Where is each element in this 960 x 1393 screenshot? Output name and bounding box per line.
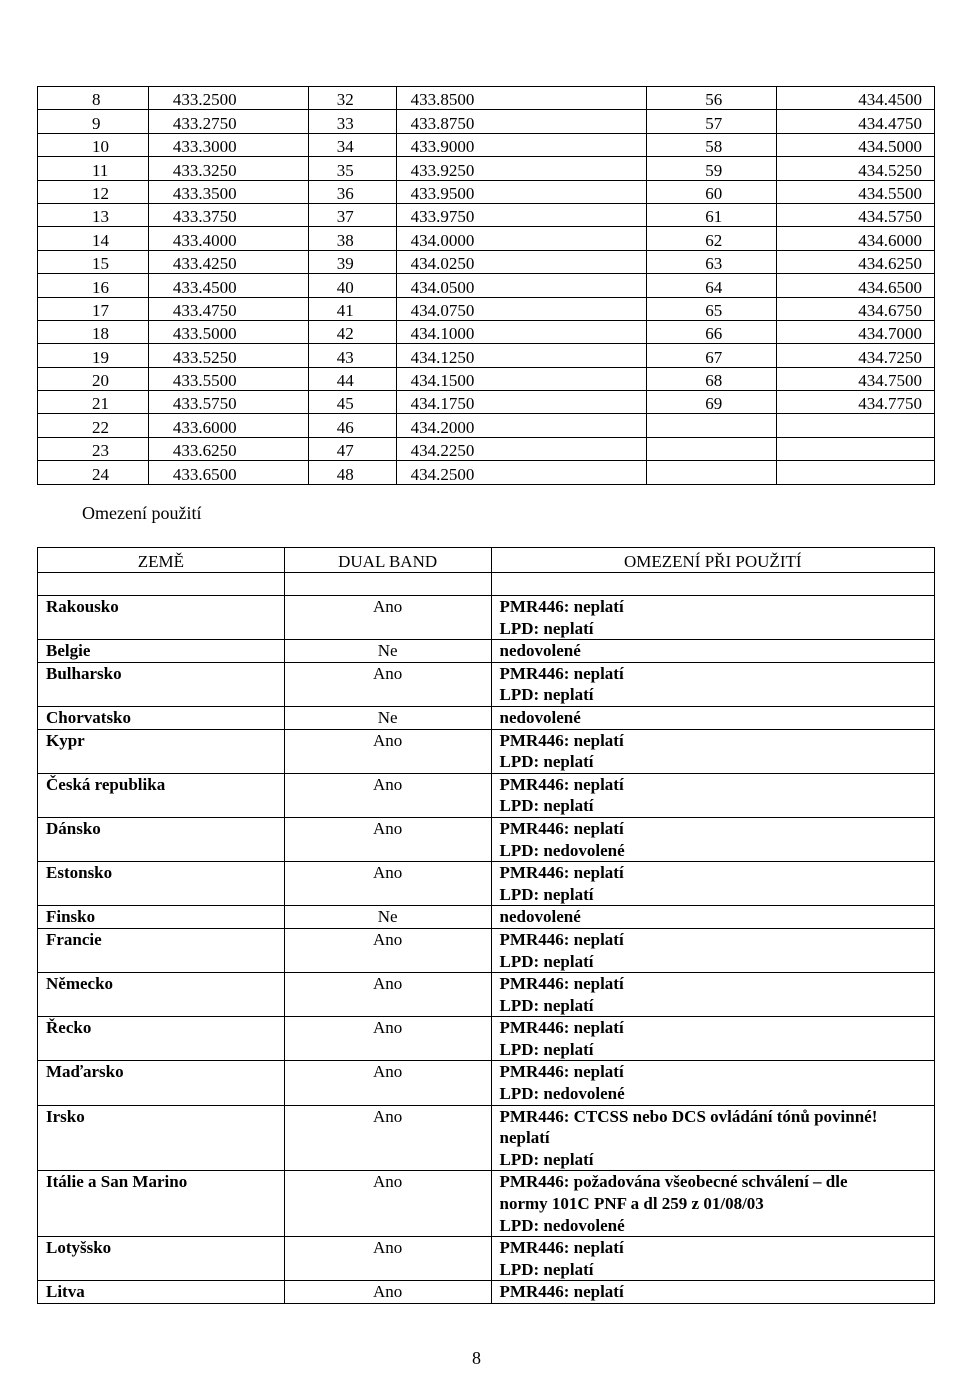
frequency-cell: 434.6500	[777, 274, 935, 297]
restriction-line: LPD: neplatí	[499, 618, 594, 638]
frequency-cell: 434.6000	[777, 227, 935, 250]
frequency-cell	[777, 461, 935, 484]
frequency-row	[38, 227, 935, 250]
country-cell: Maďarsko	[38, 1061, 285, 1105]
restriction-cell	[491, 706, 934, 729]
frequency-table-body	[38, 87, 935, 485]
country-cell: Bulharsko	[38, 662, 285, 706]
channel-cell: 38	[308, 227, 396, 250]
country-cell: Finsko	[38, 906, 285, 929]
dual-band-cell: Ano	[284, 1061, 491, 1105]
dual-band-cell: Ne	[284, 906, 491, 929]
channel-cell	[647, 461, 777, 484]
frequency-cell: 434.1000	[396, 320, 647, 343]
channel-cell: 63	[647, 250, 777, 273]
country-cell: Belgie	[38, 640, 285, 663]
frequency-cell: 433.6000	[148, 414, 308, 437]
frequency-cell: 433.9750	[396, 203, 647, 226]
frequency-cell: 434.0750	[396, 297, 647, 320]
restriction-cell	[491, 906, 934, 929]
country-cell: Estonsko	[38, 862, 285, 906]
frequency-cell: 434.4750	[777, 110, 935, 133]
restriction-line: PMR446: neplatí	[499, 1018, 624, 1038]
restriction-line: PMR446: CTCSS nebo DCS ovládání tónů povinné!	[499, 1106, 878, 1126]
frequency-cell: 433.4000	[148, 227, 308, 250]
country-cell: Německo	[38, 973, 285, 1017]
channel-cell: 23	[38, 437, 149, 460]
channel-cell: 16	[38, 274, 149, 297]
dual-band-cell: Ano	[284, 773, 491, 817]
channel-cell: 10	[38, 133, 149, 156]
dual-band-cell: Ano	[284, 973, 491, 1017]
frequency-cell: 434.7250	[777, 344, 935, 367]
restriction-cell	[491, 1105, 934, 1171]
frequency-cell: 434.7750	[777, 391, 935, 414]
country-cell: Litva	[38, 1281, 285, 1304]
channel-cell: 68	[647, 367, 777, 390]
frequency-cell: 433.8750	[396, 110, 647, 133]
frequency-cell: 434.2500	[396, 461, 647, 484]
restriction-row	[38, 729, 935, 773]
frequency-cell: 434.0250	[396, 250, 647, 273]
restriction-line: LPD: nedovolené	[499, 840, 625, 860]
frequency-cell: 434.7500	[777, 367, 935, 390]
spacer-cell	[38, 573, 285, 596]
frequency-cell: 434.6750	[777, 297, 935, 320]
restriction-line: normy 101C PNF a dl 259 z 01/08/03	[499, 1194, 764, 1214]
restriction-cell	[491, 862, 934, 906]
frequency-row	[38, 157, 935, 180]
frequency-row	[38, 133, 935, 156]
frequency-row	[38, 110, 935, 133]
restriction-cell	[491, 928, 934, 972]
restriction-line: PMR446: neplatí	[499, 818, 624, 838]
restrictions-table	[37, 547, 935, 1304]
channel-cell	[647, 437, 777, 460]
country-cell: Rakousko	[38, 596, 285, 640]
channel-cell: 34	[308, 133, 396, 156]
frequency-cell: 434.2250	[396, 437, 647, 460]
country-cell: Řecko	[38, 1017, 285, 1061]
channel-cell: 43	[308, 344, 396, 367]
frequency-cell: 433.3500	[148, 180, 308, 203]
frequency-row	[38, 250, 935, 273]
restriction-line: PMR446: neplatí	[499, 597, 624, 616]
frequency-row	[38, 320, 935, 343]
country-cell: Irsko	[38, 1105, 285, 1171]
channel-cell: 41	[308, 297, 396, 320]
channel-cell: 32	[308, 87, 396, 110]
frequency-row	[38, 297, 935, 320]
restriction-line: PMR446: neplatí	[499, 863, 624, 883]
frequency-row	[38, 391, 935, 414]
restriction-row	[38, 1105, 935, 1171]
channel-cell: 37	[308, 203, 396, 226]
channel-cell: 56	[647, 87, 777, 110]
restriction-row	[38, 862, 935, 906]
section-heading: Omezení použití	[82, 503, 202, 523]
dual-band-cell: Ano	[284, 928, 491, 972]
restriction-cell	[491, 973, 934, 1017]
channel-cell: 44	[308, 367, 396, 390]
dual-band-cell: Ano	[284, 1105, 491, 1171]
frequency-cell: 433.3000	[148, 133, 308, 156]
frequency-cell: 434.1750	[396, 391, 647, 414]
restriction-line: LPD: neplatí	[499, 752, 594, 772]
frequency-cell: 433.2500	[148, 87, 308, 110]
dual-band-cell: Ano	[284, 817, 491, 861]
restriction-row	[38, 662, 935, 706]
channel-cell: 60	[647, 180, 777, 203]
channel-cell: 20	[38, 367, 149, 390]
restriction-line: LPD: neplatí	[499, 951, 594, 971]
frequency-cell: 433.5750	[148, 391, 308, 414]
restriction-line: PMR446: neplatí	[499, 774, 624, 794]
restriction-line: PMR446: neplatí	[499, 1238, 624, 1258]
restriction-row	[38, 596, 935, 640]
channel-cell: 69	[647, 391, 777, 414]
frequency-cell: 433.4250	[148, 250, 308, 273]
restriction-row	[38, 906, 935, 929]
dual-band-cell: Ano	[284, 1237, 491, 1281]
country-cell: Dánsko	[38, 817, 285, 861]
channel-cell: 61	[647, 203, 777, 226]
dual-band-cell: Ano	[284, 596, 491, 640]
channel-cell: 12	[38, 180, 149, 203]
channel-cell: 40	[308, 274, 396, 297]
channel-cell: 19	[38, 344, 149, 367]
restriction-cell	[491, 640, 934, 663]
restrictions-header-row	[38, 548, 935, 573]
frequency-cell: 433.9500	[396, 180, 647, 203]
spacer-cell	[284, 573, 491, 596]
frequency-row	[38, 414, 935, 437]
country-cell: Lotyšsko	[38, 1237, 285, 1281]
restriction-line: nedovolené	[499, 707, 581, 727]
frequency-cell: 434.5500	[777, 180, 935, 203]
restriction-row	[38, 1281, 935, 1304]
page-number: 8	[472, 1348, 481, 1368]
frequency-cell: 434.5250	[777, 157, 935, 180]
restriction-row	[38, 773, 935, 817]
channel-cell: 22	[38, 414, 149, 437]
restriction-cell	[491, 662, 934, 706]
restriction-cell	[491, 1281, 934, 1304]
frequency-cell: 433.4750	[148, 297, 308, 320]
restriction-cell	[491, 1017, 934, 1061]
restrictions-table-body	[38, 596, 935, 1304]
frequency-cell: 433.9250	[396, 157, 647, 180]
header-restrictions: OMEZENÍ PŘI POUŽITÍ	[491, 548, 934, 573]
channel-cell: 21	[38, 391, 149, 414]
spacer-cell	[491, 573, 934, 596]
channel-cell: 45	[308, 391, 396, 414]
frequency-cell: 433.5500	[148, 367, 308, 390]
frequency-cell: 433.3250	[148, 157, 308, 180]
restriction-cell	[491, 773, 934, 817]
restriction-line: LPD: neplatí	[499, 1039, 594, 1059]
dual-band-cell: Ano	[284, 1171, 491, 1237]
restriction-line: PMR446: neplatí	[499, 1282, 624, 1302]
country-cell: Kypr	[38, 729, 285, 773]
frequency-cell: 434.1250	[396, 344, 647, 367]
channel-cell: 13	[38, 203, 149, 226]
channel-cell: 46	[308, 414, 396, 437]
restriction-line: LPD: neplatí	[499, 685, 594, 705]
channel-cell: 33	[308, 110, 396, 133]
frequency-cell: 433.9000	[396, 133, 647, 156]
channel-cell: 11	[38, 157, 149, 180]
channel-cell: 57	[647, 110, 777, 133]
restriction-line: LPD: neplatí	[499, 995, 594, 1015]
channel-cell: 64	[647, 274, 777, 297]
restriction-line: PMR446: neplatí	[499, 730, 624, 750]
channel-cell: 17	[38, 297, 149, 320]
channel-cell: 24	[38, 461, 149, 484]
channel-cell: 62	[647, 227, 777, 250]
frequency-cell: 433.5000	[148, 320, 308, 343]
channel-cell: 65	[647, 297, 777, 320]
restriction-cell	[491, 1061, 934, 1105]
channel-cell: 48	[308, 461, 396, 484]
dual-band-cell: Ne	[284, 640, 491, 663]
restriction-line: PMR446: neplatí	[499, 929, 624, 949]
channel-cell: 39	[308, 250, 396, 273]
frequency-cell: 434.0000	[396, 227, 647, 250]
frequency-row	[38, 437, 935, 460]
restriction-row	[38, 973, 935, 1017]
channel-cell: 59	[647, 157, 777, 180]
restriction-line: nedovolené	[499, 907, 581, 927]
restriction-cell	[491, 596, 934, 640]
frequency-cell: 433.5250	[148, 344, 308, 367]
dual-band-cell: Ne	[284, 706, 491, 729]
dual-band-cell: Ano	[284, 862, 491, 906]
country-cell: Chorvatsko	[38, 706, 285, 729]
frequency-cell: 433.6500	[148, 461, 308, 484]
header-country: ZEMĚ	[38, 548, 285, 573]
restriction-line: LPD: nedovolené	[499, 1215, 625, 1235]
channel-cell: 36	[308, 180, 396, 203]
restriction-row	[38, 706, 935, 729]
country-cell: Itálie a San Marino	[38, 1171, 285, 1237]
frequency-cell: 434.4500	[777, 87, 935, 110]
channel-cell: 66	[647, 320, 777, 343]
channel-cell	[647, 414, 777, 437]
channel-cell: 67	[647, 344, 777, 367]
channel-cell: 14	[38, 227, 149, 250]
restrictions-spacer-row	[38, 573, 935, 596]
dual-band-cell: Ano	[284, 729, 491, 773]
channel-cell: 8	[38, 87, 149, 110]
frequency-cell: 434.7000	[777, 320, 935, 343]
frequency-cell: 434.1500	[396, 367, 647, 390]
restriction-line: PMR446: požadována všeobecné schválení – dle	[499, 1172, 848, 1192]
country-cell: Francie	[38, 928, 285, 972]
channel-cell: 35	[308, 157, 396, 180]
restriction-row	[38, 817, 935, 861]
restriction-cell	[491, 817, 934, 861]
channel-cell: 9	[38, 110, 149, 133]
frequency-cell: 433.4500	[148, 274, 308, 297]
frequency-row	[38, 367, 935, 390]
restriction-line: neplatí	[499, 1128, 550, 1148]
dual-band-cell: Ano	[284, 662, 491, 706]
channel-cell: 58	[647, 133, 777, 156]
restriction-row	[38, 1017, 935, 1061]
frequency-cell: 433.8500	[396, 87, 647, 110]
frequency-cell: 434.5000	[777, 133, 935, 156]
frequency-row	[38, 180, 935, 203]
frequency-cell	[777, 414, 935, 437]
restriction-line: nedovolené	[499, 641, 581, 661]
restriction-row	[38, 1171, 935, 1237]
restriction-row	[38, 1237, 935, 1281]
frequency-cell	[777, 437, 935, 460]
frequency-row	[38, 203, 935, 226]
country-cell: Česká republika	[38, 773, 285, 817]
channel-cell: 18	[38, 320, 149, 343]
dual-band-cell: Ano	[284, 1281, 491, 1304]
restriction-cell	[491, 1237, 934, 1281]
restriction-line: LPD: nedovolené	[499, 1084, 625, 1104]
restriction-line: LPD: neplatí	[499, 796, 594, 816]
frequency-cell: 433.6250	[148, 437, 308, 460]
frequency-row	[38, 87, 935, 110]
restriction-row	[38, 640, 935, 663]
restriction-row	[38, 928, 935, 972]
frequency-cell: 434.5750	[777, 203, 935, 226]
restriction-line: LPD: neplatí	[499, 1259, 594, 1279]
channel-cell: 42	[308, 320, 396, 343]
restriction-cell	[491, 729, 934, 773]
channel-cell: 47	[308, 437, 396, 460]
frequency-cell: 433.2750	[148, 110, 308, 133]
channel-cell: 15	[38, 250, 149, 273]
frequency-table	[37, 86, 935, 485]
restriction-line: LPD: neplatí	[499, 1149, 594, 1169]
restriction-row	[38, 1061, 935, 1105]
frequency-row	[38, 274, 935, 297]
frequency-cell: 434.0500	[396, 274, 647, 297]
frequency-cell: 434.2000	[396, 414, 647, 437]
restriction-line: PMR446: neplatí	[499, 1062, 624, 1082]
restriction-line: PMR446: neplatí	[499, 974, 624, 994]
dual-band-cell: Ano	[284, 1017, 491, 1061]
frequency-cell: 434.6250	[777, 250, 935, 273]
restriction-line: PMR446: neplatí	[499, 663, 624, 683]
frequency-row	[38, 461, 935, 484]
frequency-cell: 433.3750	[148, 203, 308, 226]
restriction-cell	[491, 1171, 934, 1237]
header-dual-band: DUAL BAND	[284, 548, 491, 573]
frequency-row	[38, 344, 935, 367]
restriction-line: LPD: neplatí	[499, 884, 594, 904]
